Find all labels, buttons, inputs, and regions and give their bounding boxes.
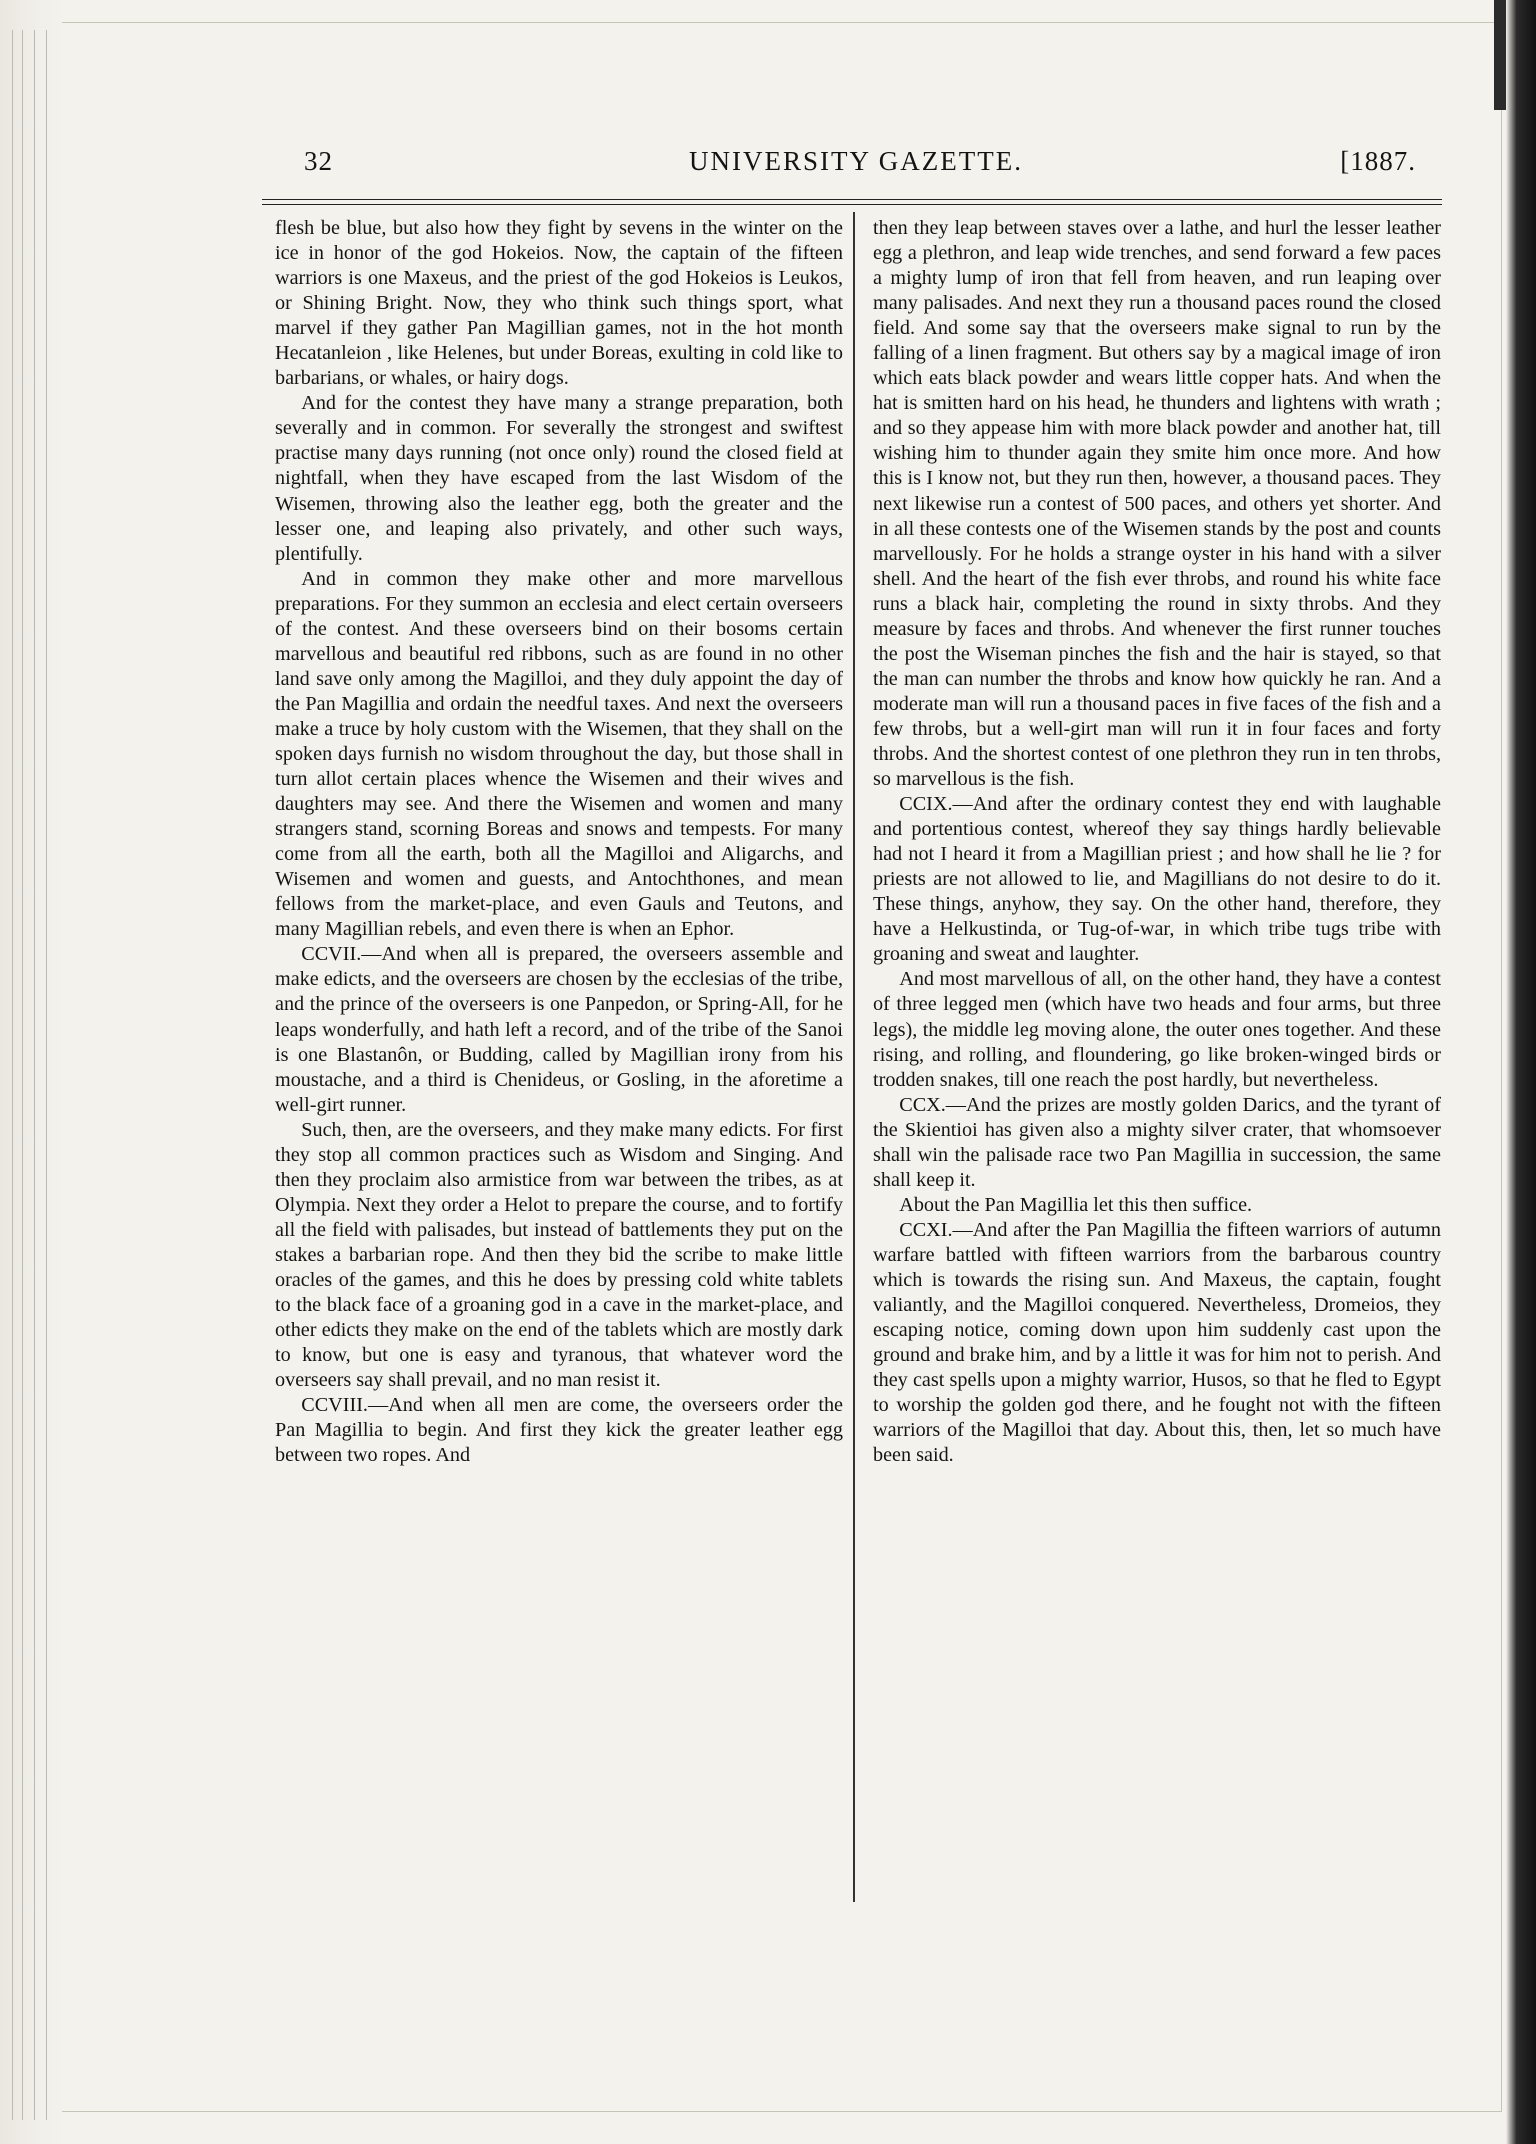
- header-rule: [262, 199, 1442, 200]
- page-edge-line: [46, 30, 47, 2120]
- paragraph: CCVIII.—And when all men are come, the overseers order the Pan Magillia to begin. And first they kick the greater leather egg between two ropes. And: [275, 1394, 843, 1467]
- page-number: 32: [304, 146, 333, 176]
- page-edge-line: [34, 30, 35, 2120]
- paragraph: CCX.—And the prizes are mostly golden Darics, and the tyrant of the Skientioi has given also a mighty silver crater, that whomsoever shall win the palisade race two Pan Magillia in succession, the same shall keep it.: [873, 1093, 1441, 1191]
- publication-title: UNIVERSITY GAZETTE.: [689, 146, 1023, 176]
- page-edge-line: [12, 30, 13, 2120]
- page-edge-line: [22, 30, 23, 2120]
- scan-right-edge: [1506, 0, 1536, 2144]
- right-column: [873, 216, 1441, 1468]
- paragraph: About the Pan Magillia let this then suffice.: [899, 1193, 1253, 1216]
- scan-left-margin: [0, 0, 70, 2144]
- publication-year: [1887.: [1340, 146, 1416, 176]
- scan-binding-shadow: [1494, 0, 1506, 110]
- paragraph: And for the contest they have many a strange preparation, both severally and in common. For severally the strongest and swiftest practise many days running (not once only) round the closed field at nightfall, when they have escaped from the last Wisdom of the Wisemen, throwing also the leather egg, both the greater and the lesser one, and leaping also privately, and other such ways, plentifully.: [275, 392, 843, 565]
- paragraph: And most marvellous of all, on the other hand, they have a contest of three legged men (which have two heads and four arms, but three legs), the middle leg moving alone, the outer ones together. And these rising, and rolling, and floundering, go like broken-winged birds or trodden snakes, till one reach the post hardly, but nevertheless.: [873, 968, 1441, 1091]
- paragraph: then they leap between staves over a lathe, and hurl the lesser leather egg a plethron, and leap wide trenches, and send forward a few paces a mighty lump of iron that fell from heaven, and run leaping over many palisades. And next they run a thousand paces round the closed field. And some say that the overseers make signal to run by the falling of a linen fragment. But others say by a magical image of iron which eats black powder and wears little copper hats. And when the hat is smitten hard on his head, he thunders and lightens with wrath ; and so they appease him with more black powder and another hat, till wishing him to thunder again they smite him once more. And how this is I know not, but they run then, however, a thousand paces. They next likewise run a contest of 500 paces, and others yet shorter. And in all these contests one of the Wisemen stands by the post and counts marvellously. For he holds a strange oyster in his hand with a silver shell. And the heart of the fish ever throbs, and round his white face runs a black hair, completing the round in sixty throbs. And they measure by faces and throbs. And whenever the first runner touches the post the Wiseman pinches the fish and the hair is stayed, so that the man can number the throbs and know how quickly he ran. And a moderate man will run a thousand paces in five faces of the fish and a few throbs, but a well-girt man will run it in four faces and forty throbs. And the shortest contest of one plethron they run in ten throbs, so marvellous is the fish.: [873, 217, 1441, 791]
- paragraph: CCIX.—And after the ordinary contest they end with laughable and portentious contest, whereof they say things hardly believable had not I heard it from a Magillian priest ; and how shall he lie ? for priests are not allowed to lie, and Magillians do not desire to do it. These things, anyhow, they say. On the other hand, therefore, they have a Helkustinda, or Tug-of-war, in which tribe tugs tribe with groaning and sweat and laughter.: [873, 793, 1441, 966]
- paragraph: And in common they make other and more marvellous preparations. For they summon an ecclesia and elect certain overseers of the contest. And these overseers bind on their bosoms certain marvellous and beautiful red ribbons, such as are found in no other land save only among the Magilloi, and they duly appoint the day of the Pan Magillia and ordain the needful taxes. And next the overseers make a truce by holy custom with the Wisemen, that they shall on the spoken days furnish no wisdom throughout the day, but those shall in turn allot certain places whence the Wisemen and their wives and daughters may see. And there the Wisemen and women and many strangers stand, scorning Boreas and snows and tempests. For many come from all the earth, both all the Magilloi and Aligarchs, and Wisemen and women and guests, and Antochthones, and mean fellows from the market-place, and even Gauls and Teutons, and many Magillian rebels, and even there is when an Ephor.: [275, 567, 843, 941]
- paragraph: CCVII.—And when all is prepared, the overseers assemble and make edicts, and the overseers are chosen by the ecclesias of the tribe, and the prince of the overseers is one Panpedon, or Spring-All, for he leaps wonderfully, and hath left a record, and of the tribe of the Sanoi is one Blastanôn, or Budding, called by Magillian irony from his moustache, and a third is Chenideus, or Gosling, in the aforetime a well-girt runner.: [275, 943, 843, 1116]
- paragraph: flesh be blue, but also how they fight by sevens in the winter on the ice in honor of the god Hokeios. Now, the captain of the fifteen warriors is one Maxeus, and the priest of the god Hokeios is Leukos, or Shining Bright. Now, they who think such things sport, what marvel if they gather Pan Magillian games, not in the hot month Hecatanleion , like Helenes, but under Boreas, exulting in cold like to barbarians, or whales, or hairy dogs.: [275, 217, 843, 390]
- header-rule: [262, 204, 1442, 205]
- left-column: [275, 216, 843, 1468]
- paragraph: CCXI.—And after the Pan Magillia the fifteen warriors of autumn warfare battled with fifteen warriors from the barbarous country which is towards the rising sun. And Maxeus, the captain, fought valiantly, and the Magilloi conquered. Nevertheless, Dromeios, they escaping notice, coming down upon him suddenly cast upon the ground and brake him, and by a little it was for him not to perish. And they cast spells upon a mighty warrior, Husos, so that he fled to Egypt to worship the golden god there, and he fought not with the fifteen warriors of the Magilloi that day. About this, then, let so much have been said.: [873, 1218, 1441, 1467]
- column-divider: [853, 212, 855, 1902]
- paragraph: Such, then, are the overseers, and they make many edicts. For first they stop all common practices such as Wisdom and Singing. And then they proclaim also armistice from war between the tribes, as at Olympia. Next they order a Helot to prepare the course, and to fortify all the field with palisades, but instead of battlements they put on the stakes a barbarian rope. And then they bid the scribe to make little oracles of the games, and this he does by pressing cold white tablets to the black face of a groaning god in a cave in the market-place, and other edicts they make on the end of the tablets which are mostly dark to know, but one is easy and tyranous, that whatever word the overseers say shall prevail, and no man resist it.: [275, 1118, 843, 1392]
- running-header: [296, 146, 1416, 192]
